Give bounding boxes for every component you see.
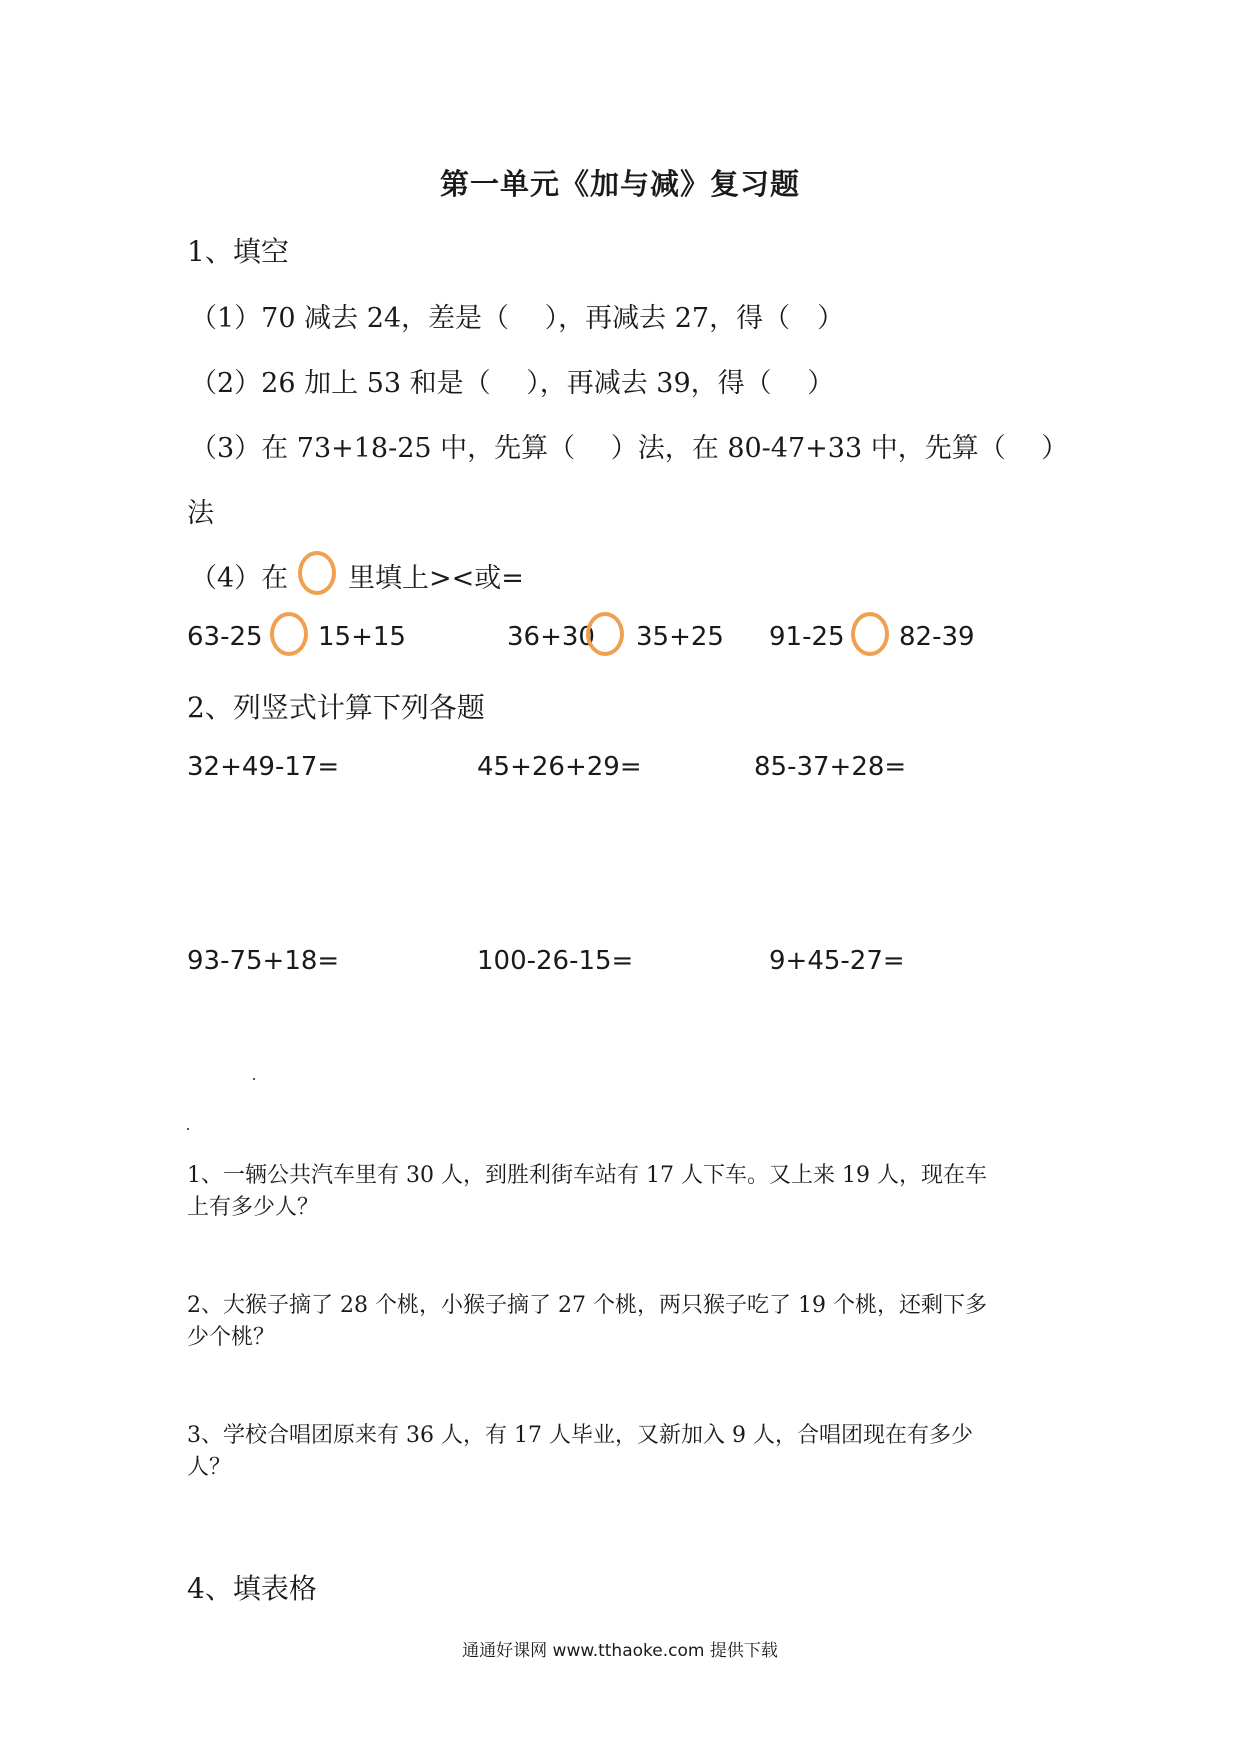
fill-question-1: （1）70 减去 24，差是（ ），再减去 27，得（ ） [190, 303, 845, 334]
stray-mark [187, 1128, 189, 1130]
word-problem-1-line-2: 上有多少人？ [187, 1195, 320, 1220]
fill-question-4-prefix: （4）在 [190, 563, 289, 594]
word-problem-3-line-1: 3、学校合唱团原来有 36 人，有 17 人毕业，又新加入 9 人，合唱团现在有多少 [187, 1423, 973, 1448]
comparison-3-circle-icon[interactable] [851, 612, 889, 656]
fill-question-3-line-1: （3）在 73+18-25 中，先算（ ）法，在 80-47+33 中，先算（ ） [190, 433, 1069, 464]
word-problem-2-line-1: 2、大猴子摘了 28 个桃，小猴子摘了 27 个桃，两只猴子吃了 19 个桃，还剩下多 [187, 1293, 987, 1318]
section-2-heading: 2、列竖式计算下列各题 [187, 691, 485, 724]
fill-question-2: （2）26 加上 53 和是（ ），再减去 39，得（ ） [190, 368, 835, 399]
compare-circle-icon [298, 551, 336, 595]
comparison-3-left: 91-25 [769, 622, 845, 652]
section-1-heading: 1、填空 [187, 235, 289, 268]
calc-2-2: 100-26-15= [477, 946, 634, 976]
calc-1-2: 45+26+29= [477, 752, 642, 782]
word-problem-2-line-2: 少个桃？ [187, 1325, 276, 1350]
word-problem-1-line-1: 1、一辆公共汽车里有 30 人，到胜利街车站有 17 人下车。又上来 19 人，现在车 [187, 1163, 987, 1188]
stray-mark [253, 1078, 255, 1080]
calc-1-3: 85-37+28= [754, 752, 907, 782]
comparison-2-circle-icon[interactable] [586, 612, 624, 656]
section-4-heading: 4、填表格 [187, 1572, 317, 1605]
fill-question-3-line-2: 法 [187, 498, 214, 529]
fill-question-4-suffix: 里填上><或= [348, 563, 524, 594]
calc-2-3: 9+45-27= [769, 946, 905, 976]
comparison-1-circle-icon[interactable] [270, 612, 308, 656]
calc-1-1: 32+49-17= [187, 752, 340, 782]
footer-credit: 通通好课网 www.tthaoke.com 提供下载 [462, 1641, 778, 1661]
word-problem-3-line-2: 人？ [187, 1455, 232, 1480]
calc-2-1: 93-75+18= [187, 946, 340, 976]
comparison-1-left: 63-25 [187, 622, 263, 652]
page-title: 第一单元《加与减》复习题 [439, 167, 800, 201]
comparison-3-right: 82-39 [899, 622, 975, 652]
comparison-1-right: 15+15 [318, 622, 406, 652]
comparison-2-left: 36+30 [507, 622, 595, 652]
comparison-2-right: 35+25 [636, 622, 724, 652]
